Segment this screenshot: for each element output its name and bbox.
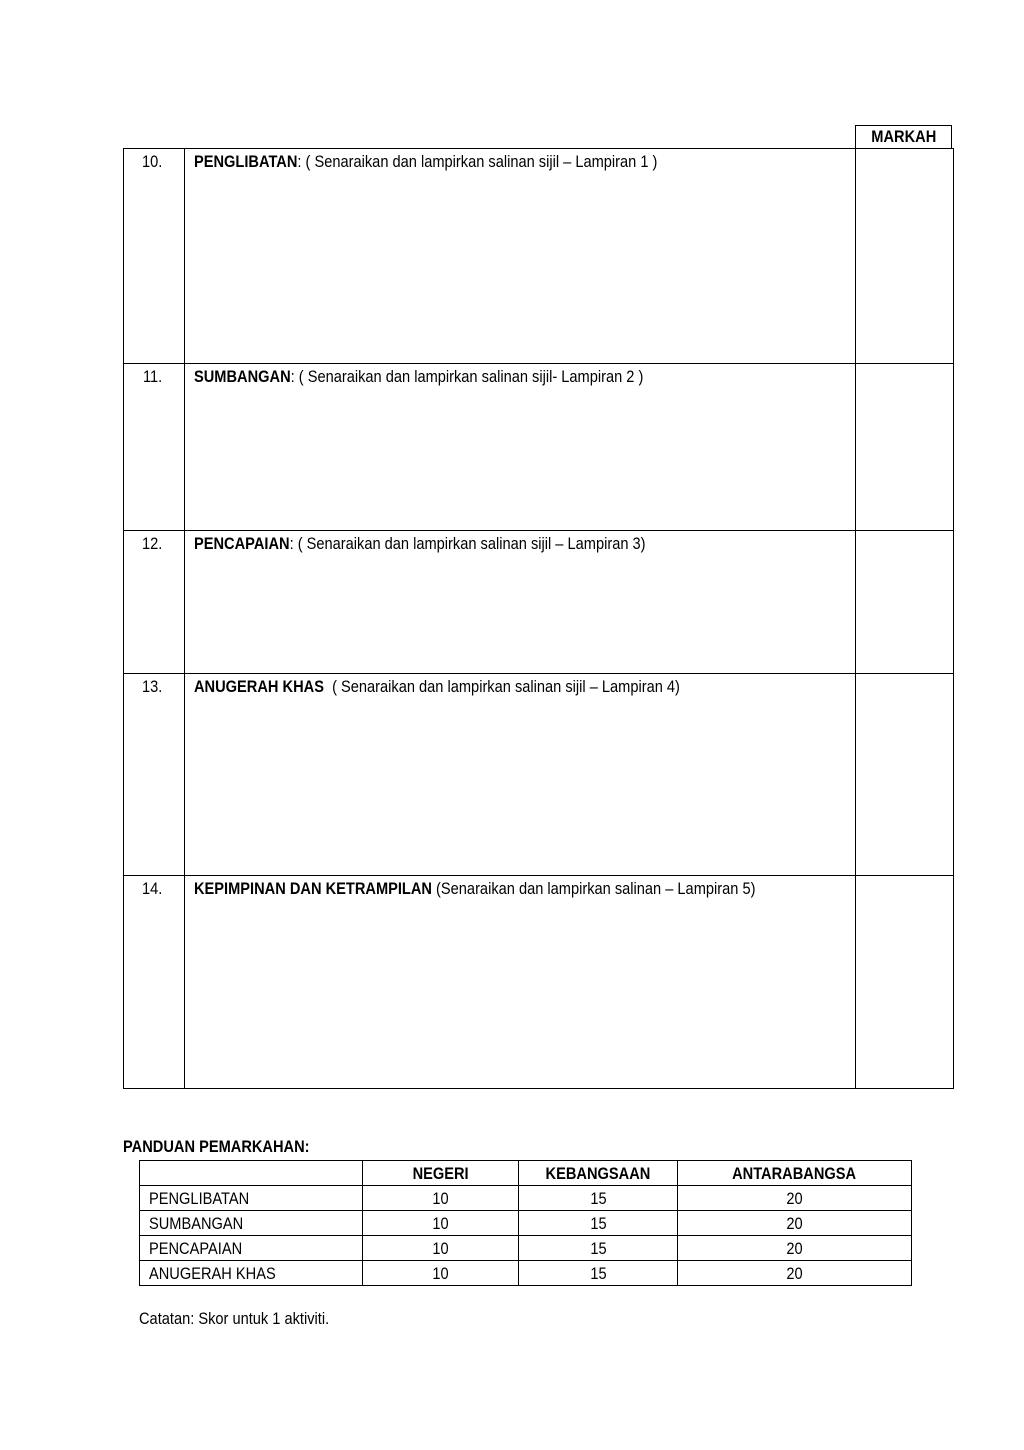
scoring-note: Catatan: Skor untuk 1 aktiviti. [139,1309,330,1328]
guide-value-kebangsaan: 15 [519,1211,678,1236]
guide-value-kebangsaan: 15 [519,1236,678,1261]
markah-cell[interactable] [856,876,954,1089]
row-number-cell [124,876,185,1089]
guide-row-pencapaian [140,1236,912,1261]
row-title: KEPIMPINAN DAN KETRAMPILAN [194,879,432,898]
guide-value-antarabangsa: 20 [678,1211,912,1236]
row-detail: : ( Senaraikan dan lampirkan salinan sijil- Lampiran 2 ) [290,367,644,386]
row-title: PENCAPAIAN [194,534,290,553]
guide-header-antarabangsa: ANTARABANGSA [678,1161,912,1186]
guide-row-penglibatan [140,1186,912,1211]
markah-cell[interactable] [856,531,954,674]
guide-row-label: SUMBANGAN [140,1211,363,1236]
form-row-sumbangan [124,364,954,531]
guide-value-negeri: 10 [363,1261,519,1286]
row-detail: : ( Senaraikan dan lampirkan salinan sijil – Lampiran 3) [289,534,646,553]
row-description-cell[interactable] [185,674,856,876]
markah-cell[interactable] [856,364,954,531]
row-number: 14. [142,879,163,898]
guide-header-blank [140,1161,363,1186]
scoring-guide-table [139,1160,912,1286]
markah-header-label: MARKAH [871,127,936,146]
row-number: 12. [142,534,163,553]
guide-row-anugerah-khas [140,1261,912,1286]
row-number-cell [124,674,185,876]
markah-cell[interactable] [856,674,954,876]
guide-row-sumbangan [140,1211,912,1236]
row-number-cell [124,531,185,674]
guide-row-label: PENCAPAIAN [140,1236,363,1261]
guide-header-kebangsaan: KEBANGSAAN [519,1161,678,1186]
row-number-cell [124,364,185,531]
row-title: SUMBANGAN [194,367,291,386]
row-description-cell[interactable] [185,876,856,1089]
row-description-cell[interactable] [185,364,856,531]
row-number-cell [124,149,185,364]
scoring-guide-title: PANDUAN PEMARKAHAN: [123,1137,310,1156]
row-detail: (Senaraikan dan lampirkan salinan – Lampiran 5) [431,879,756,898]
guide-value-antarabangsa: 20 [678,1261,912,1286]
row-title: PENGLIBATAN [194,152,298,171]
row-description-cell[interactable] [185,531,856,674]
form-row-pencapaian [124,531,954,674]
markah-cell[interactable] [856,149,954,364]
guide-value-negeri: 10 [363,1211,519,1236]
markah-column-header [855,125,952,148]
guide-row-label: PENGLIBATAN [140,1186,363,1211]
guide-header-negeri: NEGERI [363,1161,519,1186]
guide-value-antarabangsa: 20 [678,1186,912,1211]
guide-value-kebangsaan: 15 [519,1261,678,1286]
guide-value-antarabangsa: 20 [678,1236,912,1261]
row-number: 11. [142,367,163,386]
row-detail: : ( Senaraikan dan lampirkan salinan sijil – Lampiran 1 ) [297,152,658,171]
row-description-cell[interactable] [185,149,856,364]
guide-row-label: ANUGERAH KHAS [140,1261,363,1286]
guide-value-negeri: 10 [363,1186,519,1211]
guide-header-row [140,1161,912,1186]
row-title: ANUGERAH KHAS [194,677,324,696]
guide-value-negeri: 10 [363,1236,519,1261]
row-detail: ( Senaraikan dan lampirkan salinan sijil – Lampiran 4) [323,677,680,696]
row-number: 13. [142,677,163,696]
application-form-table [123,148,954,1089]
form-row-kepimpinan [124,876,954,1089]
form-row-anugerah-khas [124,674,954,876]
form-row-penglibatan [124,149,954,364]
guide-value-kebangsaan: 15 [519,1186,678,1211]
row-number: 10. [142,152,163,171]
